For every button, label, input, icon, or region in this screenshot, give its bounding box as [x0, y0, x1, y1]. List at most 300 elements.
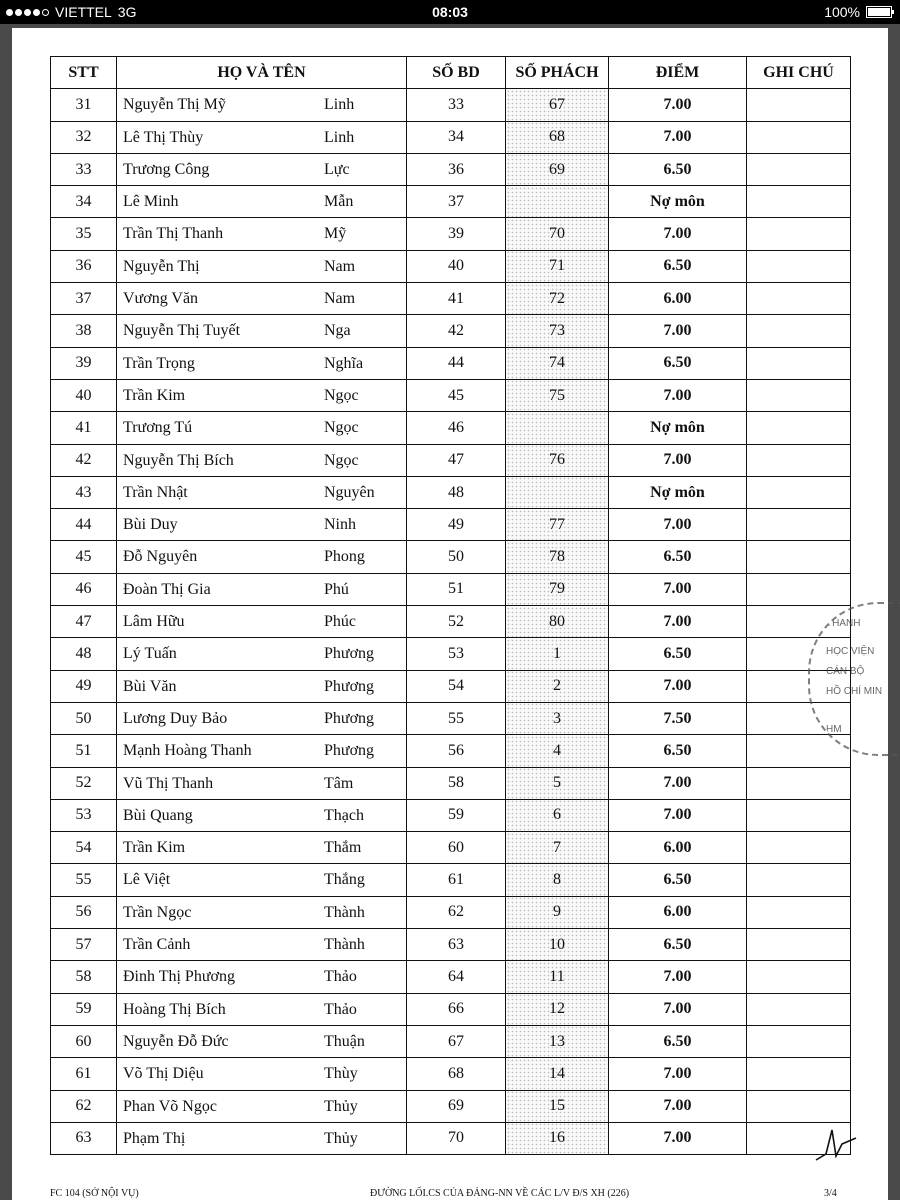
cell-diem: 6.00	[609, 283, 747, 315]
table-row	[51, 121, 851, 153]
first-name: Thành	[324, 903, 365, 921]
cell-so-bd: 55	[407, 702, 506, 734]
cell-full-name	[117, 638, 407, 670]
first-name: Ngọc	[324, 451, 359, 469]
cell-so-bd: 39	[407, 218, 506, 250]
cell-diem: 6.50	[609, 250, 747, 282]
header-stt: STT	[51, 57, 117, 89]
cell-so-bd: 69	[407, 1090, 506, 1122]
cell-ghi-chu	[747, 961, 851, 993]
cell-so-bd: 68	[407, 1058, 506, 1090]
cell-stt: 58	[51, 961, 117, 993]
cell-so-bd: 45	[407, 379, 506, 411]
cell-diem: 7.00	[609, 670, 747, 702]
cell-ghi-chu	[747, 832, 851, 864]
stamp-line: HỌC VIỆN	[826, 646, 875, 657]
first-name: Ngọc	[324, 419, 359, 437]
first-name: Ngọc	[324, 386, 359, 404]
cell-diem: 6.50	[609, 864, 747, 896]
cell-so-bd: 47	[407, 444, 506, 476]
cell-ghi-chu	[747, 1058, 851, 1090]
status-bar	[0, 0, 900, 24]
cell-so-bd: 54	[407, 670, 506, 702]
cell-ghi-chu	[747, 315, 851, 347]
first-name: Phương	[324, 742, 375, 760]
table-row	[51, 412, 851, 444]
cell-diem: 6.50	[609, 1025, 747, 1057]
cell-so-phach: 69	[506, 153, 609, 185]
first-name: Nguyên	[324, 483, 375, 501]
first-name: Thạch	[324, 806, 364, 824]
header-so-bd: SỐ BD	[407, 57, 506, 89]
cell-full-name	[117, 89, 407, 121]
cell-stt: 51	[51, 735, 117, 767]
table-row	[51, 702, 851, 734]
battery-percent: 100%	[824, 4, 860, 20]
cell-stt: 50	[51, 702, 117, 734]
table-row	[51, 379, 851, 411]
cell-so-bd: 58	[407, 767, 506, 799]
cell-diem: Nợ môn	[609, 412, 747, 444]
cell-stt: 32	[51, 121, 117, 153]
cell-so-bd: 61	[407, 864, 506, 896]
given-name: Trương Tú	[123, 419, 193, 437]
table-row	[51, 444, 851, 476]
cell-so-phach: 7	[506, 832, 609, 864]
carrier-name: VIETTEL	[55, 4, 112, 20]
cell-so-phach: 74	[506, 347, 609, 379]
first-name: Nam	[324, 290, 356, 308]
cell-so-phach: 11	[506, 961, 609, 993]
table-row	[51, 638, 851, 670]
stamp-line: THANH	[826, 618, 861, 629]
cell-so-phach: 70	[506, 218, 609, 250]
table-row	[51, 541, 851, 573]
cell-stt: 42	[51, 444, 117, 476]
cell-so-phach: 3	[506, 702, 609, 734]
table-row	[51, 1090, 851, 1122]
first-name: Thủy	[324, 1129, 358, 1147]
cell-full-name	[117, 606, 407, 638]
cell-diem: 7.00	[609, 444, 747, 476]
cell-full-name	[117, 832, 407, 864]
given-name: Lê Việt	[123, 871, 171, 889]
cell-so-phach: 68	[506, 121, 609, 153]
table-row	[51, 1025, 851, 1057]
cell-ghi-chu	[747, 347, 851, 379]
table-row	[51, 347, 851, 379]
cell-diem: 6.50	[609, 541, 747, 573]
table-row	[51, 767, 851, 799]
cell-so-bd: 50	[407, 541, 506, 573]
cell-ghi-chu	[747, 218, 851, 250]
cell-ghi-chu	[747, 573, 851, 605]
cell-ghi-chu	[747, 929, 851, 961]
first-name: Thắng	[324, 871, 365, 889]
cell-ghi-chu	[747, 993, 851, 1025]
cell-so-phach: 12	[506, 993, 609, 1025]
first-name: Thuận	[324, 1032, 365, 1050]
cell-so-bd: 66	[407, 993, 506, 1025]
table-row	[51, 186, 851, 218]
cell-full-name	[117, 573, 407, 605]
cell-full-name	[117, 412, 407, 444]
cell-diem: 7.00	[609, 573, 747, 605]
cell-stt: 47	[51, 606, 117, 638]
table-row	[51, 250, 851, 282]
cell-diem: 6.50	[609, 929, 747, 961]
status-right	[824, 4, 892, 20]
cell-stt: 38	[51, 315, 117, 347]
table-row	[51, 283, 851, 315]
footer-page-number: 3/4	[824, 1188, 837, 1199]
cell-diem: 7.00	[609, 799, 747, 831]
cell-diem: 7.00	[609, 121, 747, 153]
cell-so-bd: 53	[407, 638, 506, 670]
first-name: Nghĩa	[324, 354, 364, 372]
cell-so-phach: 9	[506, 896, 609, 928]
table-row	[51, 993, 851, 1025]
cell-full-name	[117, 153, 407, 185]
cell-stt: 41	[51, 412, 117, 444]
table-row	[51, 153, 851, 185]
cell-stt: 54	[51, 832, 117, 864]
cell-ghi-chu	[747, 541, 851, 573]
cell-stt: 31	[51, 89, 117, 121]
cell-so-bd: 56	[407, 735, 506, 767]
cell-stt: 62	[51, 1090, 117, 1122]
first-name: Nga	[324, 322, 351, 340]
cell-full-name	[117, 444, 407, 476]
cell-so-phach: 14	[506, 1058, 609, 1090]
table-row	[51, 832, 851, 864]
given-name: Trần Ngọc	[123, 903, 192, 921]
given-name: Nguyễn Thị Mỹ	[123, 96, 226, 114]
cell-diem: 7.00	[609, 89, 747, 121]
given-name: Đinh Thị Phương	[123, 968, 235, 986]
stamp-line: HỒ CHÍ MIN	[826, 686, 883, 697]
cell-so-bd: 67	[407, 1025, 506, 1057]
grades-table	[50, 56, 851, 1155]
cell-full-name	[117, 509, 407, 541]
cell-stt: 57	[51, 929, 117, 961]
cell-stt: 61	[51, 1058, 117, 1090]
cell-ghi-chu	[747, 379, 851, 411]
cell-stt: 39	[51, 347, 117, 379]
cell-diem: 6.50	[609, 347, 747, 379]
cell-stt: 35	[51, 218, 117, 250]
cell-diem: 7.00	[609, 218, 747, 250]
cell-full-name	[117, 896, 407, 928]
cell-ghi-chu	[747, 283, 851, 315]
cell-so-bd: 64	[407, 961, 506, 993]
cell-stt: 60	[51, 1025, 117, 1057]
first-name: Thùy	[324, 1065, 358, 1083]
first-name: Phương	[324, 677, 375, 695]
cell-diem: 7.00	[609, 767, 747, 799]
first-name: Phong	[324, 548, 365, 566]
given-name: Đoàn Thị Gia	[123, 580, 211, 598]
cell-diem: 7.00	[609, 1058, 747, 1090]
first-name: Phương	[324, 645, 375, 663]
given-name: Nguyễn Đỗ Đức	[123, 1032, 229, 1050]
cell-stt: 46	[51, 573, 117, 605]
cell-so-bd: 52	[407, 606, 506, 638]
cell-full-name	[117, 961, 407, 993]
given-name: Nguyễn Thị Tuyết	[123, 322, 241, 340]
cell-diem: 7.00	[609, 379, 747, 411]
cell-full-name	[117, 541, 407, 573]
table-row	[51, 1058, 851, 1090]
cell-so-bd: 41	[407, 283, 506, 315]
given-name: Phạm Thị	[123, 1129, 186, 1147]
signature-mark	[812, 1124, 860, 1164]
cell-ghi-chu	[747, 89, 851, 121]
cell-diem: Nợ môn	[609, 476, 747, 508]
given-name: Nguyễn Thị Bích	[123, 451, 234, 469]
stamp-line: HM	[826, 724, 842, 735]
cell-stt: 34	[51, 186, 117, 218]
cell-full-name	[117, 993, 407, 1025]
table-row	[51, 315, 851, 347]
cell-diem: 7.00	[609, 509, 747, 541]
cell-full-name	[117, 1090, 407, 1122]
cell-diem: 7.00	[609, 993, 747, 1025]
header-ghi-chu: GHI CHÚ	[747, 57, 851, 89]
cell-so-phach: 1	[506, 638, 609, 670]
given-name: Trần Nhật	[123, 483, 188, 501]
first-name: Thảo	[324, 1000, 357, 1018]
given-name: Hoàng Thị Bích	[123, 1000, 226, 1018]
header-diem: ĐIỂM	[609, 57, 747, 89]
cell-ghi-chu	[747, 121, 851, 153]
cell-ghi-chu	[747, 412, 851, 444]
table-row	[51, 864, 851, 896]
cell-diem: 6.50	[609, 153, 747, 185]
cell-diem: 7.00	[609, 606, 747, 638]
first-name: Thủy	[324, 1097, 358, 1115]
cell-so-phach	[506, 186, 609, 218]
document-page[interactable]	[12, 28, 888, 1200]
first-name: Phương	[324, 709, 375, 727]
header-so-phach: SỐ PHÁCH	[506, 57, 609, 89]
table-row	[51, 218, 851, 250]
table-row	[51, 476, 851, 508]
cell-so-phach: 79	[506, 573, 609, 605]
first-name: Phúc	[324, 613, 356, 631]
cell-full-name	[117, 476, 407, 508]
cell-so-phach: 78	[506, 541, 609, 573]
cell-stt: 33	[51, 153, 117, 185]
table-row	[51, 896, 851, 928]
cell-so-bd: 33	[407, 89, 506, 121]
cell-full-name	[117, 186, 407, 218]
cell-full-name	[117, 767, 407, 799]
first-name: Mỹ	[324, 225, 347, 243]
table-row	[51, 961, 851, 993]
given-name: Lương Duy Bảo	[123, 709, 228, 727]
cell-full-name	[117, 1122, 407, 1154]
cell-stt: 40	[51, 379, 117, 411]
cell-full-name	[117, 670, 407, 702]
first-name: Tâm	[324, 774, 354, 792]
cell-diem: 6.00	[609, 832, 747, 864]
given-name: Trần Kim	[123, 386, 186, 404]
table-row	[51, 573, 851, 605]
cell-ghi-chu	[747, 1025, 851, 1057]
cell-full-name	[117, 799, 407, 831]
given-name: Mạnh Hoàng Thanh	[123, 742, 252, 760]
cell-full-name	[117, 929, 407, 961]
cell-diem: 6.00	[609, 896, 747, 928]
cell-diem: 7.00	[609, 1122, 747, 1154]
cell-diem: 7.00	[609, 315, 747, 347]
cell-full-name	[117, 315, 407, 347]
cell-so-phach: 8	[506, 864, 609, 896]
cell-so-phach: 15	[506, 1090, 609, 1122]
cell-so-bd: 46	[407, 412, 506, 444]
cell-stt: 45	[51, 541, 117, 573]
first-name: Mẫn	[324, 193, 354, 211]
cell-stt: 56	[51, 896, 117, 928]
given-name: Nguyễn Thị	[123, 257, 200, 275]
cell-stt: 59	[51, 993, 117, 1025]
cell-stt: 43	[51, 476, 117, 508]
cell-so-bd: 40	[407, 250, 506, 282]
given-name: Đỗ Nguyên	[123, 548, 198, 566]
cell-full-name	[117, 379, 407, 411]
first-name: Linh	[324, 96, 355, 114]
cell-ghi-chu	[747, 864, 851, 896]
given-name: Bùi Duy	[123, 516, 178, 534]
first-name: Phú	[324, 580, 349, 598]
cell-full-name	[117, 1058, 407, 1090]
given-name: Lâm Hữu	[123, 613, 185, 631]
cell-ghi-chu	[747, 444, 851, 476]
first-name: Thắm	[324, 839, 362, 857]
battery-icon	[866, 6, 892, 18]
cell-ghi-chu	[747, 250, 851, 282]
table-row	[51, 735, 851, 767]
cell-so-phach: 10	[506, 929, 609, 961]
cell-so-phach: 67	[506, 89, 609, 121]
table-row	[51, 1122, 851, 1154]
cell-so-phach: 72	[506, 283, 609, 315]
given-name: Vũ Thị Thanh	[123, 774, 214, 792]
cell-stt: 36	[51, 250, 117, 282]
given-name: Vương Văn	[123, 290, 199, 308]
cell-stt: 49	[51, 670, 117, 702]
cell-so-bd: 42	[407, 315, 506, 347]
cell-so-bd: 62	[407, 896, 506, 928]
table-row	[51, 606, 851, 638]
given-name: Lê Minh	[123, 193, 179, 211]
given-name: Võ Thị Diệu	[123, 1065, 204, 1083]
cell-so-bd: 60	[407, 832, 506, 864]
network-type: 3G	[117, 4, 137, 20]
given-name: Lê Thị Thùy	[123, 128, 204, 146]
cell-so-phach: 80	[506, 606, 609, 638]
cell-stt: 48	[51, 638, 117, 670]
cell-so-bd: 36	[407, 153, 506, 185]
cell-so-bd: 34	[407, 121, 506, 153]
cell-so-bd: 59	[407, 799, 506, 831]
cell-so-phach: 4	[506, 735, 609, 767]
cell-stt: 53	[51, 799, 117, 831]
cell-so-phach: 75	[506, 379, 609, 411]
cell-full-name	[117, 121, 407, 153]
given-name: Bùi Văn	[123, 677, 177, 695]
cell-so-bd: 49	[407, 509, 506, 541]
cell-so-phach: 73	[506, 315, 609, 347]
given-name: Trần Kim	[123, 839, 186, 857]
cell-so-phach: 76	[506, 444, 609, 476]
first-name: Nam	[324, 257, 356, 275]
cell-ghi-chu	[747, 896, 851, 928]
table-header-row	[51, 57, 851, 89]
cell-so-phach	[506, 476, 609, 508]
cell-so-phach: 16	[506, 1122, 609, 1154]
cell-ghi-chu	[747, 186, 851, 218]
cell-diem: 7.00	[609, 961, 747, 993]
cell-stt: 44	[51, 509, 117, 541]
cell-ghi-chu	[747, 153, 851, 185]
cell-diem: Nợ môn	[609, 186, 747, 218]
given-name: Trần Trọng	[123, 354, 195, 372]
cell-so-phach: 71	[506, 250, 609, 282]
cell-so-phach	[506, 412, 609, 444]
table-row	[51, 670, 851, 702]
given-name: Phan Võ Ngọc	[123, 1097, 217, 1115]
cell-so-bd: 37	[407, 186, 506, 218]
cell-full-name	[117, 1025, 407, 1057]
cell-so-bd: 63	[407, 929, 506, 961]
cell-so-phach: 5	[506, 767, 609, 799]
first-name: Ninh	[324, 516, 356, 534]
given-name: Lý Tuấn	[123, 645, 177, 663]
first-name: Linh	[324, 128, 355, 146]
cell-full-name	[117, 218, 407, 250]
footer-form-code: FC 104 (SỞ NỘI VỤ)	[50, 1188, 139, 1199]
given-name: Trần Cảnh	[123, 936, 191, 954]
cell-ghi-chu	[747, 476, 851, 508]
table-row	[51, 509, 851, 541]
cell-ghi-chu	[747, 509, 851, 541]
table-body	[51, 89, 851, 1155]
first-name: Thành	[324, 936, 365, 954]
header-ho-va-ten: HỌ VÀ TÊN	[117, 57, 407, 89]
stamp-line: CÁN BỘ	[826, 666, 865, 677]
cell-ghi-chu	[747, 767, 851, 799]
cell-full-name	[117, 702, 407, 734]
cell-full-name	[117, 864, 407, 896]
cell-stt: 63	[51, 1122, 117, 1154]
cell-full-name	[117, 347, 407, 379]
cell-so-bd: 44	[407, 347, 506, 379]
cell-ghi-chu	[747, 799, 851, 831]
cell-so-bd: 48	[407, 476, 506, 508]
cell-so-phach: 13	[506, 1025, 609, 1057]
cell-stt: 55	[51, 864, 117, 896]
cell-stt: 52	[51, 767, 117, 799]
cell-diem: 6.50	[609, 735, 747, 767]
cell-so-bd: 70	[407, 1122, 506, 1154]
cell-diem: 7.50	[609, 702, 747, 734]
given-name: Bùi Quang	[123, 806, 193, 824]
table-row	[51, 799, 851, 831]
cell-so-phach: 6	[506, 799, 609, 831]
cell-so-bd: 51	[407, 573, 506, 605]
